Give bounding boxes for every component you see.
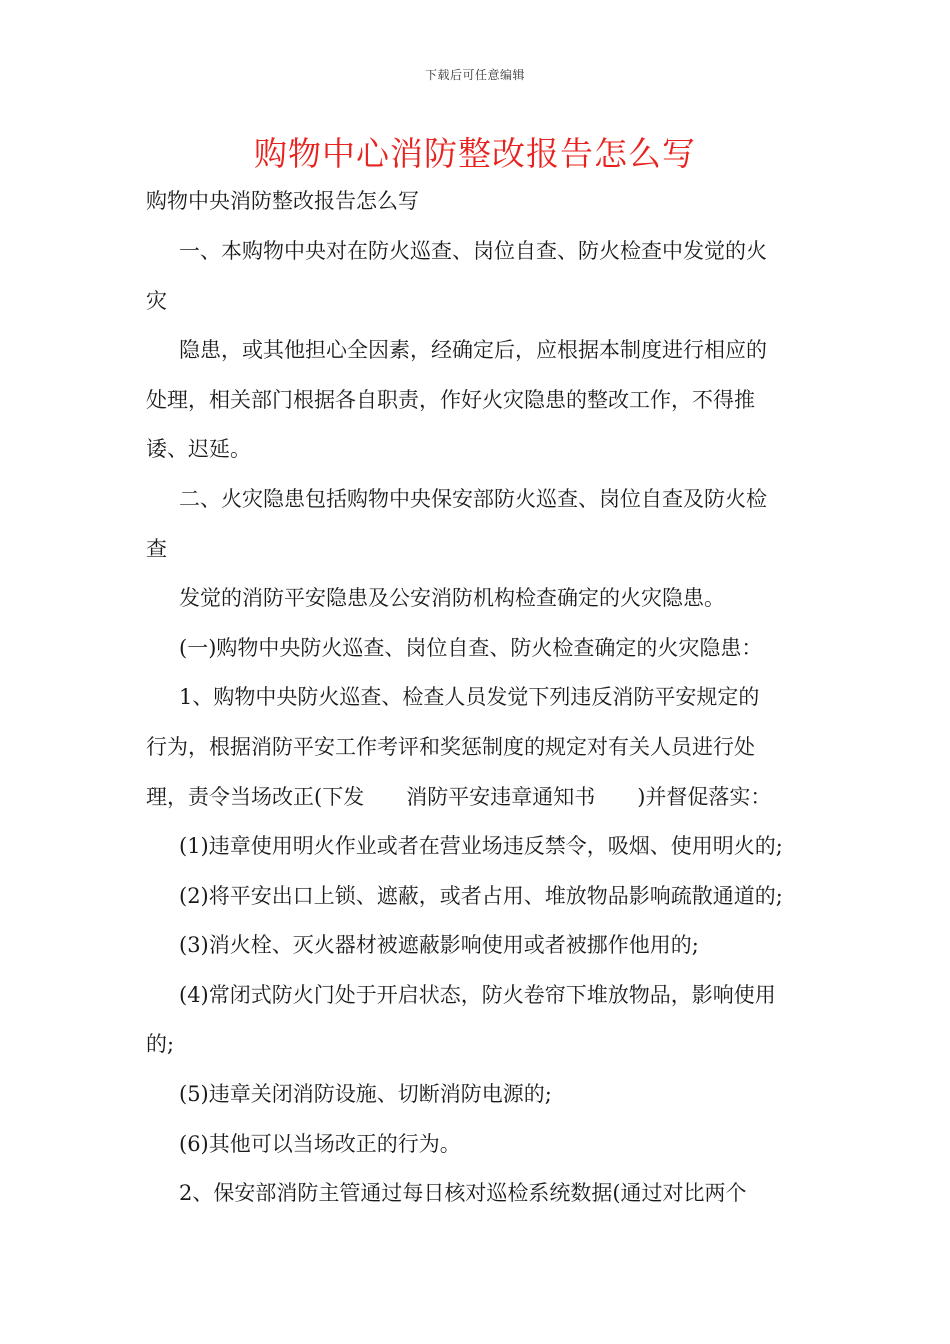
list-item: 的; — [146, 1032, 175, 1056]
paragraph-line: 二、火灾隐患包括购物中央保安部防火巡查、岗位自查及防火检 — [179, 487, 767, 511]
list-item: (6)其他可以当场改正的行为。 — [179, 1132, 461, 1156]
paragraph-line: 一、本购物中央对在防火巡查、岗位自查、防火检查中发觉的火 — [179, 239, 767, 263]
paragraph-line: 行为，根据消防平安工作考评和奖惩制度的规定对有关人员进行处 — [146, 735, 755, 759]
list-item: (4)常闭式防火门处于开启状态，防火卷帘下堆放物品，影响使用 — [179, 983, 776, 1007]
list-item: (1)违章使用明火作业或者在营业场违反禁令，吸烟、使用明火的; — [179, 834, 783, 858]
document-title: 购物中心消防整改报告怎么写 — [254, 134, 696, 173]
paragraph-line: 理，责令当场改正(下发 消防平安违章通知书 )并督促落实： — [146, 785, 772, 809]
header-note: 下载后可任意编辑 — [424, 68, 525, 82]
list-item: (5)违章关闭消防设施、切断消防电源的; — [179, 1082, 552, 1106]
list-item: (3)消火栓、灭火器材被遮蔽影响使用或者被挪作他用的; — [179, 933, 699, 957]
paragraph-line: (一)购物中央防火巡查、岗位自查、防火检查确定的火灾隐患： — [179, 636, 763, 660]
subtitle-line: 购物中央消防整改报告怎么写 — [146, 189, 419, 213]
paragraph-line: 2、保安部消防主管通过每日核对巡检系统数据(通过对比两个 — [179, 1181, 747, 1205]
paragraph-line: 隐患，或其他担心全因素，经确定后，应根据本制度进行相应的 — [179, 338, 767, 362]
paragraph-line: 1、购物中央防火巡查、检查人员发觉下列违反消防平安规定的 — [179, 685, 760, 709]
paragraph-line: 发觉的消防平安隐患及公安消防机构检查确定的火灾隐患。 — [179, 586, 725, 610]
paragraph-line: 灾 — [146, 289, 167, 313]
paragraph-line: 诿、迟延。 — [146, 437, 251, 461]
paragraph-line: 查 — [146, 537, 167, 561]
paragraph-line: 处理，相关部门根据各自职责，作好火灾隐患的整改工作，不得推 — [146, 388, 755, 412]
list-item: (2)将平安出口上锁、遮蔽，或者占用、堆放物品影响疏散通道的; — [179, 884, 783, 908]
